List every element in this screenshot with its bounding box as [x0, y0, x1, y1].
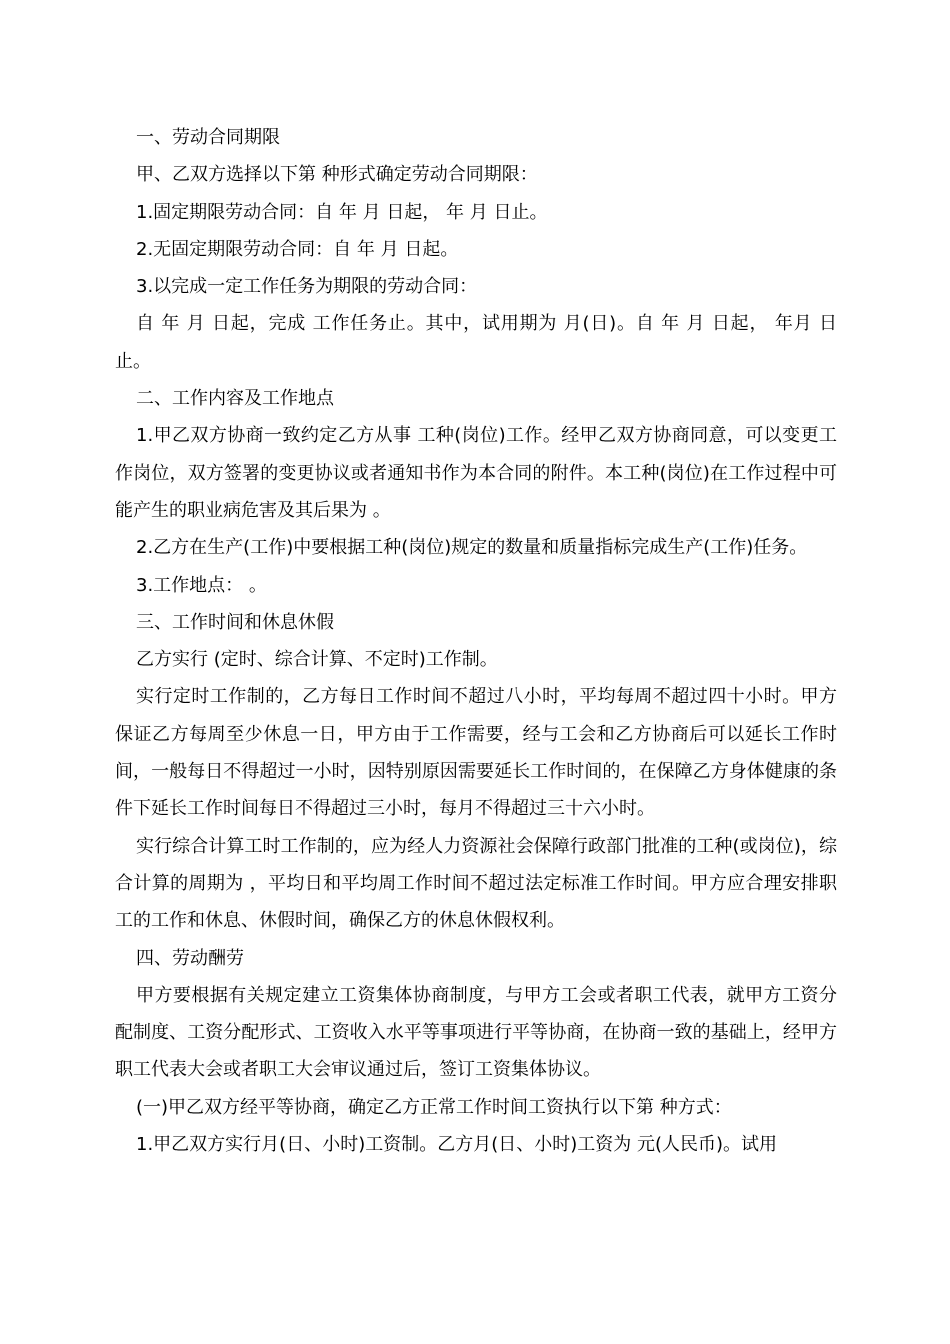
- paragraph-standard-hours: 实行定时工作制的，乙方每日工作时间不超过八小时，平均每周不超过四十小时。甲方保证乙方每周至少休息一日，甲方由于工作需要，经与工会和乙方协商后可以延长工作时间，一般每日不得超过一小时，因特别原因需要延长工作时间的，在保障乙方身体健康的条件下延长工作时间每日不得超过三小时，每月不得超过三十六小时。: [115, 686, 837, 820]
- paragraph-task-term: 3.以完成一定工作任务为期限的劳动合同：: [136, 276, 478, 298]
- document-page: [115, 119, 837, 1163]
- paragraph-term-choice: 甲、乙双方选择以下第 种形式确定劳动合同期限：: [136, 164, 538, 186]
- paragraph-fixed-term: 1.固定期限劳动合同：自 年 月 日起， 年 月 日止。: [136, 201, 548, 223]
- paragraph-collective-wage: 甲方要根据有关规定建立工资集体协商制度，与甲方工会或者职工代表，就甲方工资分配制度、工资分配形式、工资收入水平等事项进行平等协商，在协商一致的基础上，经甲方职工代表大会或者职工大会审议通过后，签订工资集体协议。: [115, 984, 837, 1081]
- paragraph-task-term-dates: 自 年 月 日起，完成 工作任务止。其中，试用期为 月(日)。自 年 月 日起， 年月 日止。: [115, 313, 837, 372]
- paragraph-work-post: 1.甲乙双方协商一致约定乙方从事 工种(岗位)工作。经甲乙双方协商同意，可以变更工作岗位，双方签署的变更协议或者通知书作为本合同的附件。本工种(岗位)在工作过程中可能产生的职业病危害及其后果为 。: [115, 425, 837, 521]
- paragraph-monthly-wage: 1.甲乙双方实行月(日、小时)工资制。乙方月(日、小时)工资为 元(人民币)。试用: [136, 1134, 778, 1156]
- paragraph-work-location: 3.工作地点： 。: [136, 574, 267, 596]
- section-heading-working-hours: 三、工作时间和休息休假: [136, 611, 334, 633]
- paragraph-production-quota: 2.乙方在生产(工作)中要根据工种(岗位)规定的数量和质量指标完成生产(工作)任务。: [136, 537, 808, 559]
- section-heading-contract-term: 一、劳动合同期限: [136, 127, 280, 148]
- paragraph-wage-method: (一)甲乙双方经平等协商，确定乙方正常工作时间工资执行以下第 种方式：: [136, 1096, 732, 1118]
- paragraph-open-term: 2.无固定期限劳动合同：自 年 月 日起。: [136, 238, 459, 260]
- paragraph-work-system: 乙方实行 (定时、综合计算、不定时)工作制。: [136, 649, 498, 671]
- section-heading-remuneration: 四、劳动酬劳: [136, 947, 244, 969]
- paragraph-comprehensive-hours: 实行综合计算工时工作制的，应为经人力资源社会保障行政部门批准的工种(或岗位)，综合计算的周期为 ，平均日和平均周工作时间不超过法定标准工作时间。甲方应合理安排职工的工作和休息、休假时间，确保乙方的休息休假权利。: [115, 835, 837, 932]
- section-heading-work-content: 二、工作内容及工作地点: [136, 388, 334, 410]
